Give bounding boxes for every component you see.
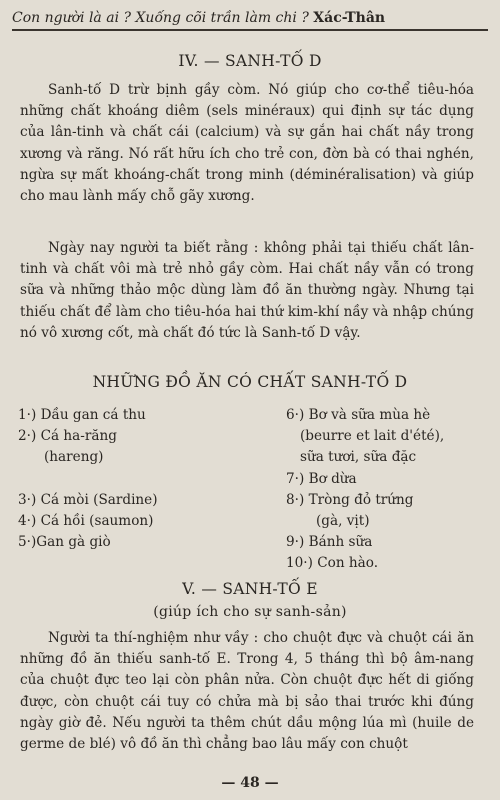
section-e-paragraph-1: Người ta thí-nghiệm như vầy : cho chuột đực và chuột cái ăn những đồ ăn thiếu sanh-tố E. Trong 4, 5 tháng thì bộ âm-nang của chuột đực teo lại còn phân nửa. Còn chuột đực hết di giống được, còn chuột cái tuy có chửa mà bị sảo thai trước khi đúng ngày giờ đẻ. Nếu người ta thêm chút dầu mộng lúa mì (huile de germe de blé) vô đồ ăn thì chẳng bao lâu mấy con chuột [20,630,474,753]
food-list-title: NHỮNG ĐỒ ĂN CÓ CHẤT SANH-TỐ D [92,373,408,391]
food-item: (hareng) [44,449,104,466]
food-item: 9·) Bánh sữa [286,534,373,551]
food-item: 6·) Bơ và sữa mùa hè [286,407,431,423]
food-item: (gà, vịt) [316,512,370,529]
running-header [12,10,488,31]
section-title-d: IV. — SANH-TỐ D [178,52,322,70]
section-d-paragraph-2: Ngày nay người ta biết rằng : không phải tại thiếu chất lân-tinh và chất vôi mà trẻ nhỏ gầy còm. Hai chất nầy vẫn có trong sữa và những thảo mộc dùng làm đồ ăn thường ngày. Nhưng tại thiếu chất để làm cho tiêu-hóa hai thứ kim-khí nầy và nhập chúng nó vô xương cốt, mà chất đó tức là Sanh-tố D vậy. [20,240,474,341]
food-item: 10·) Con hào. [286,555,379,572]
food-item: 8·) Tròng đỏ trứng [286,491,414,508]
food-item: 2·) Cá ha-răng [18,428,117,445]
food-item: sữa tươi, sữa đặc [300,449,417,466]
food-list-right-column [286,405,444,575]
page-number: — 48 — [221,775,279,791]
food-list-left-column [18,405,158,553]
header-left: Con người là ai ? Xuống cõi trần làm chi ? [12,10,309,26]
food-item: 1·) Dầu gan cá thu [18,407,146,423]
food-item: 5·)Gan gà giò [18,534,111,551]
header-right: Xác-Thân [313,10,386,26]
section-e-subtitle: (giúp ích cho sự sanh-sản) [153,604,347,620]
food-item: 7·) Bơ dừa [286,470,357,487]
section-title-e: V. — SANH-TỐ E [182,580,318,598]
food-item: 4·) Cá hồi (saumon) [18,512,154,529]
food-item: (beurre et lait d'été), [300,428,445,445]
food-item: 3·) Cá mòi (Sardine) [18,491,158,508]
section-d-paragraph-1: Sanh-tố D trừ bịnh gầy còm. Nó giúp cho cơ-thể tiêu-hóa những chất khoáng diêm (sels minéraux) qui định sự tác dụng của lân-tinh và chất cái (calcium) và sự gắn hai chất nầy trong xương và răng. Nó rất hữu ích cho trẻ con, đờn bà có thai nghén, ngừa sự mất khoáng-chất trong minh (déminéralisation) và giúp cho mau lành mấy chỗ gãy xương. [20,82,474,205]
